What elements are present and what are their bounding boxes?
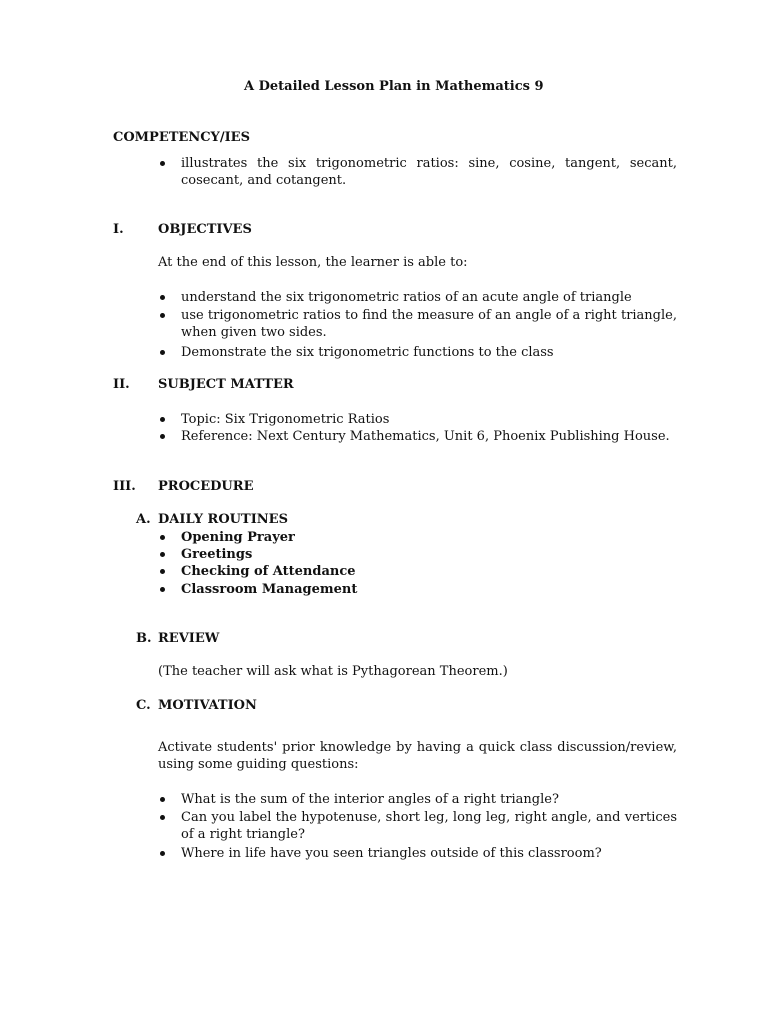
bullet-icon bbox=[160, 569, 165, 574]
motivation-heading: MOTIVATION bbox=[158, 698, 257, 713]
bullet-icon bbox=[160, 313, 165, 318]
objective-item: use trigonometric ratios to find the measure of an angle of a right triangle, when given two sides. bbox=[181, 308, 677, 340]
bullet-icon bbox=[160, 587, 165, 592]
daily-routine-item: Checking of Attendance bbox=[181, 564, 356, 579]
daily-routine-item: Opening Prayer bbox=[181, 530, 295, 545]
competency-item: illustrates the six trigonometric ratios: sine, cosine, tangent, secant, cosecant, and cotangent. bbox=[181, 156, 677, 188]
page-title: A Detailed Lesson Plan in Mathematics 9 bbox=[244, 79, 544, 94]
bullet-icon bbox=[160, 797, 165, 802]
bullet-icon bbox=[160, 434, 165, 439]
bullet-icon bbox=[160, 552, 165, 557]
review-letter: B. bbox=[136, 631, 152, 646]
motivation-item: What is the sum of the interior angles of a right triangle? bbox=[181, 792, 559, 807]
daily-routines-letter: A. bbox=[136, 512, 151, 527]
bullet-icon bbox=[160, 350, 165, 355]
motivation-item: Where in life have you seen triangles outside of this classroom? bbox=[181, 846, 602, 861]
procedure-numeral: III. bbox=[113, 479, 136, 494]
subject-matter-heading: SUBJECT MATTER bbox=[158, 377, 294, 392]
objectives-intro: At the end of this lesson, the learner is able to: bbox=[158, 255, 468, 270]
motivation-item: Can you label the hypotenuse, short leg, long leg, right angle, and vertices of a right triangle? bbox=[181, 810, 677, 842]
daily-routines-heading: DAILY ROUTINES bbox=[158, 512, 288, 527]
competency-heading: COMPETENCY/IES bbox=[113, 130, 250, 145]
objectives-numeral: I. bbox=[113, 222, 124, 237]
bullet-icon bbox=[160, 417, 165, 422]
objectives-heading: OBJECTIVES bbox=[158, 222, 252, 237]
objective-item: Demonstrate the six trigonometric functions to the class bbox=[181, 345, 554, 360]
bullet-icon bbox=[160, 815, 165, 820]
review-heading: REVIEW bbox=[158, 631, 220, 646]
subject-matter-item: Topic: Six Trigonometric Ratios bbox=[181, 412, 390, 427]
objective-item: understand the six trigonometric ratios of an acute angle of triangle bbox=[181, 290, 632, 305]
subject-matter-item: Reference: Next Century Mathematics, Unit 6, Phoenix Publishing House. bbox=[181, 429, 670, 444]
bullet-icon bbox=[160, 851, 165, 856]
bullet-icon bbox=[160, 535, 165, 540]
bullet-icon bbox=[160, 295, 165, 300]
review-text: (The teacher will ask what is Pythagorean Theorem.) bbox=[158, 664, 508, 679]
subject-matter-numeral: II. bbox=[113, 377, 130, 392]
motivation-letter: C. bbox=[136, 698, 151, 713]
procedure-heading: PROCEDURE bbox=[158, 479, 254, 494]
motivation-intro: Activate students' prior knowledge by having a quick class discussion/review, using some guiding questions: bbox=[158, 740, 677, 772]
bullet-icon bbox=[160, 161, 165, 166]
daily-routine-item: Classroom Management bbox=[181, 582, 358, 597]
daily-routine-item: Greetings bbox=[181, 547, 253, 562]
